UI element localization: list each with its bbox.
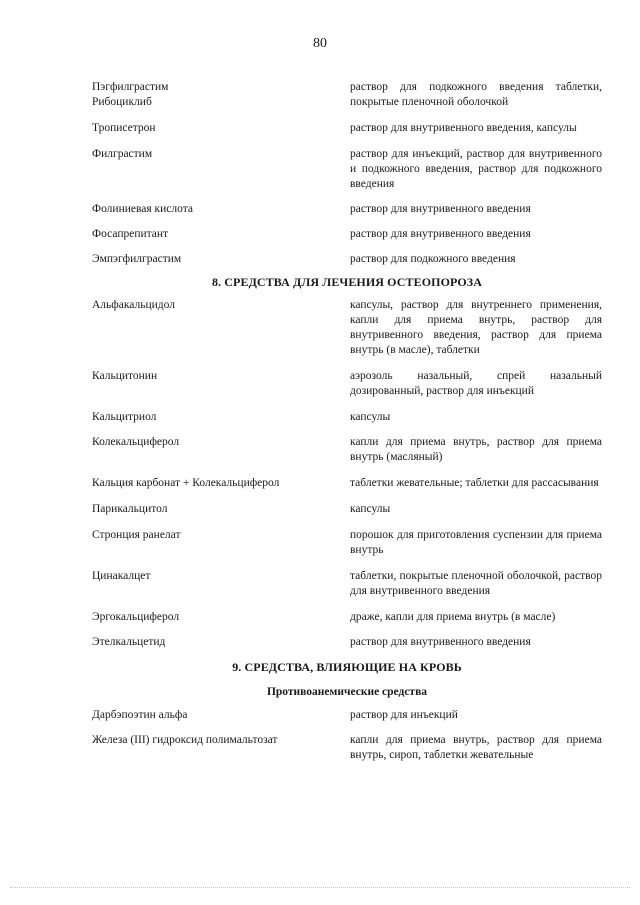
dosage-form: раствор для внутривенного введения (350, 228, 531, 240)
table-row (92, 227, 602, 242)
drug-list (92, 80, 602, 763)
table-row (92, 121, 602, 136)
dosage-form: раствор для инъекций (350, 709, 458, 721)
dosage-form: капсулы (350, 411, 391, 423)
table-row (92, 80, 602, 110)
dosage-form: порошок для приготовления суспензии для приема внутрь (350, 529, 602, 556)
table-row (92, 202, 602, 217)
drug-name: Трописетрон (92, 122, 156, 134)
table-row (92, 252, 602, 267)
drug-name: Кальция карбонат + Колекальциферол (92, 477, 280, 489)
scan-footer-line (10, 887, 630, 888)
table-row (92, 635, 602, 650)
dosage-form: капли для приема внутрь, раствор для приема внутрь (масляный) (350, 436, 602, 463)
table-row (92, 708, 602, 723)
dosage-form: капсулы, раствор для внутреннего применения, капли для приема внутрь, раствор для внутривенного введения, раствор для приема внутрь (в масле), таблетки (350, 299, 602, 356)
section-heading: 9. СРЕДСТВА, ВЛИЯЮЩИЕ НА КРОВЬ (232, 660, 462, 674)
dosage-form: аэрозоль назальный, спрей назальный дозированный, раствор для инъекций (350, 370, 602, 397)
table-row (92, 610, 602, 625)
table-row (92, 369, 602, 399)
drug-name: Цинакалцет (92, 570, 151, 582)
table-row (92, 410, 602, 425)
drug-name: Дарбэпоэтин альфа (92, 709, 188, 721)
dosage-form: раствор для внутривенного введения, капсулы (350, 122, 577, 134)
table-row (92, 298, 602, 358)
drug-name: Пэгфилграстим Рибоциклиб (92, 81, 169, 108)
dosage-form: таблетки жевательные; таблетки для рассасывания (350, 477, 599, 489)
drug-name: Железа (III) гидроксид полимальтозат (92, 734, 278, 746)
drug-name: Парикальцитол (92, 503, 168, 515)
table-row (92, 435, 602, 465)
drug-name: Колекальциферол (92, 436, 180, 448)
dosage-form: раствор для внутривенного введения (350, 636, 531, 648)
drug-name: Эргокальциферол (92, 611, 180, 623)
drug-name: Фосапрепитант (92, 228, 169, 240)
table-row (92, 502, 602, 517)
dosage-form: раствор для внутривенного введения (350, 203, 531, 215)
drug-name: Альфакальцидол (92, 299, 175, 311)
section-heading: 8. СРЕДСТВА ДЛЯ ЛЕЧЕНИЯ ОСТЕОПОРОЗА (211, 275, 483, 289)
page-number: 80 (313, 36, 327, 51)
drug-name: Этелкальцетид (92, 636, 166, 648)
drug-name: Кальцитриол (92, 411, 157, 423)
drug-name: Кальцитонин (92, 370, 158, 382)
drug-name: Стронция ранелат (92, 529, 181, 541)
subsection-heading: Противоанемические средства (266, 686, 428, 698)
table-row (92, 147, 602, 192)
dosage-form: капсулы (350, 503, 391, 515)
dosage-form: раствор для подкожного введения (350, 253, 516, 265)
table-row (92, 733, 602, 763)
dosage-form: раствор для подкожного введения таблетки, покрытые пленочной оболочкой (350, 81, 602, 108)
dosage-form: драже, капли для приема внутрь (в масле) (350, 611, 556, 623)
drug-name: Эмпэгфилграстим (92, 253, 182, 265)
drug-name: Фолиниевая кислота (92, 203, 193, 215)
drug-name: Филграстим (92, 148, 153, 160)
table-row (92, 476, 602, 491)
dosage-form: капли для приема внутрь, раствор для приема внутрь, сироп, таблетки жевательные (350, 734, 602, 761)
dosage-form: таблетки, покрытые пленочной оболочкой, раствор для внутривенного введения (350, 570, 602, 597)
table-row (92, 528, 602, 558)
dosage-form: раствор для инъекций, раствор для внутривенного и подкожного введения, раствор для подкожного введения (350, 148, 602, 190)
table-row (92, 569, 602, 599)
